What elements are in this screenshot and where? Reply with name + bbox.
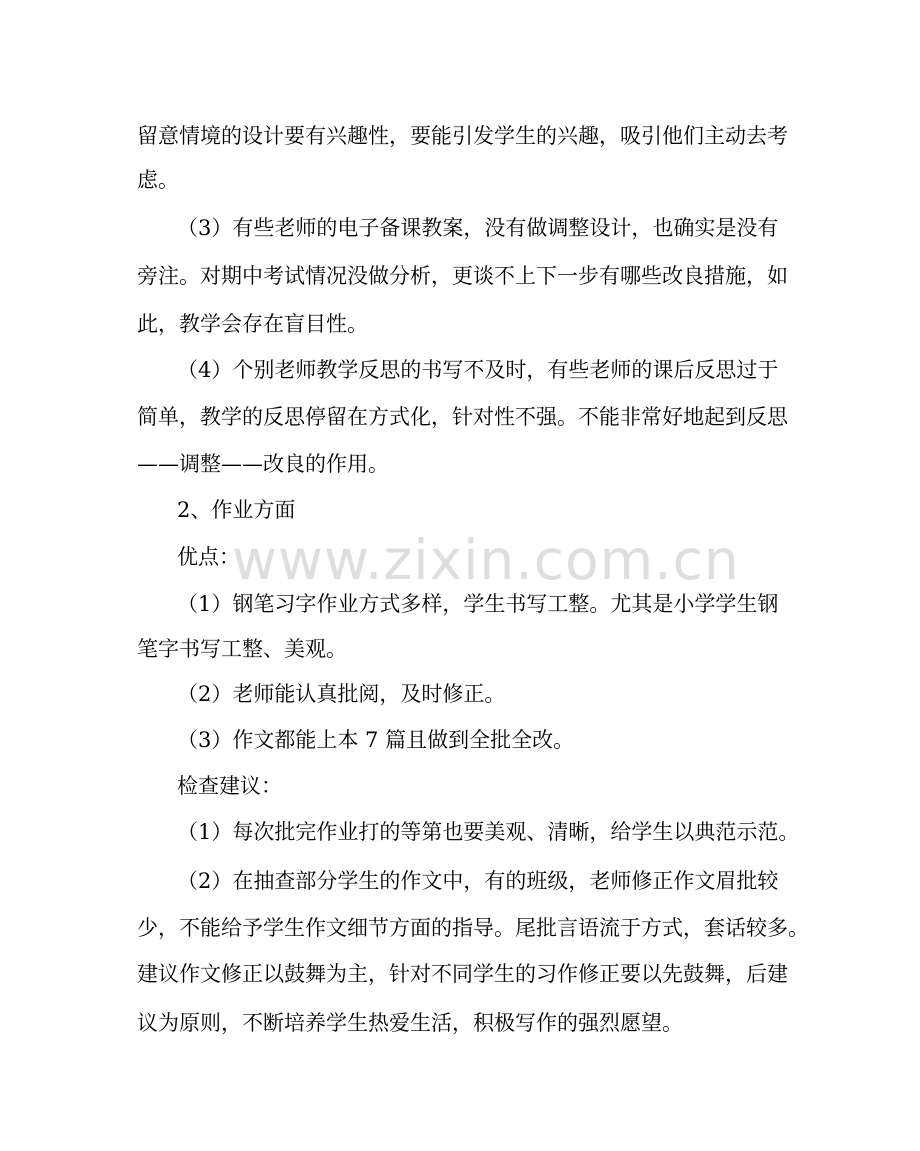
section-heading <box>0 490 920 530</box>
paragraph-line <box>0 116 920 156</box>
text-line: 简单，教学的反思停留在方式化，针对性不强。不能非常好地起到反思 <box>137 405 788 429</box>
text-line: 旁注。对期中考试情况没做分析，更谈不上下一步有哪些改良措施，如 <box>137 264 788 288</box>
paragraph-line <box>0 629 920 669</box>
paragraph-line <box>0 350 920 390</box>
paragraph-line <box>0 397 920 437</box>
text-line: 此，教学会存在盲目性。 <box>137 312 368 336</box>
paragraph-line <box>0 674 920 714</box>
paragraph-line <box>0 954 920 994</box>
subheading <box>0 766 920 806</box>
text-line: ——调整——改良的作用。 <box>137 452 389 476</box>
watermark: www.zixin.com.cn <box>232 528 740 592</box>
text-line: 留意情境的设计要有兴趣性，要能引发学生的兴趣，吸引他们主动去考 <box>137 124 788 148</box>
paragraph-line <box>0 208 920 248</box>
text-line: 虑。 <box>137 168 179 192</box>
text-line: 优点： <box>177 545 240 569</box>
paragraph-line <box>0 812 920 852</box>
paragraph-line <box>0 584 920 624</box>
paragraph-line <box>0 444 920 484</box>
text-line: （1）钢笔习字作业方式多样，学生书写工整。尤其是小学学生钢 <box>177 592 779 616</box>
text-line: 检查建议： <box>177 774 282 798</box>
paragraph-line <box>0 720 920 760</box>
paragraph-line <box>0 256 920 296</box>
text-line: 2、作业方面 <box>177 498 296 522</box>
text-line: 少，不能给予学生作文细节方面的指导。尾批言语流于方式，套话较多。 <box>137 916 809 940</box>
paragraph-line <box>0 908 920 948</box>
text-line: 笔字书写工整、美观。 <box>137 637 347 661</box>
text-line: （2）老师能认真批阅，及时修正。 <box>177 682 506 706</box>
subheading <box>0 537 920 577</box>
text-line: 建议作文修正以鼓舞为主，针对不同学生的习作修正要以先鼓舞，后建 <box>137 962 788 986</box>
text-line: （1）每次批完作业打的等第也要美观、清晰，给学生以典范示范。 <box>177 820 800 844</box>
text-line: （2）在抽查部分学生的作文中，有的班级，老师修正作文眉批较 <box>177 869 779 893</box>
paragraph-line <box>0 861 920 901</box>
paragraph-line <box>0 160 920 200</box>
paragraph-line <box>0 1003 920 1043</box>
paragraph-line <box>0 304 920 344</box>
text-line: 议为原则，不断培养学生热爱生活，积极写作的强烈愿望。 <box>137 1011 683 1035</box>
text-line: （3）作文都能上本 7 篇且做到全批全改。 <box>177 728 575 752</box>
text-line: （3）有些老师的电子备课教案，没有做调整设计，也确实是没有 <box>177 216 779 240</box>
text-line: （4）个别老师教学反思的书写不及时，有些老师的课后反思过于 <box>177 358 779 382</box>
